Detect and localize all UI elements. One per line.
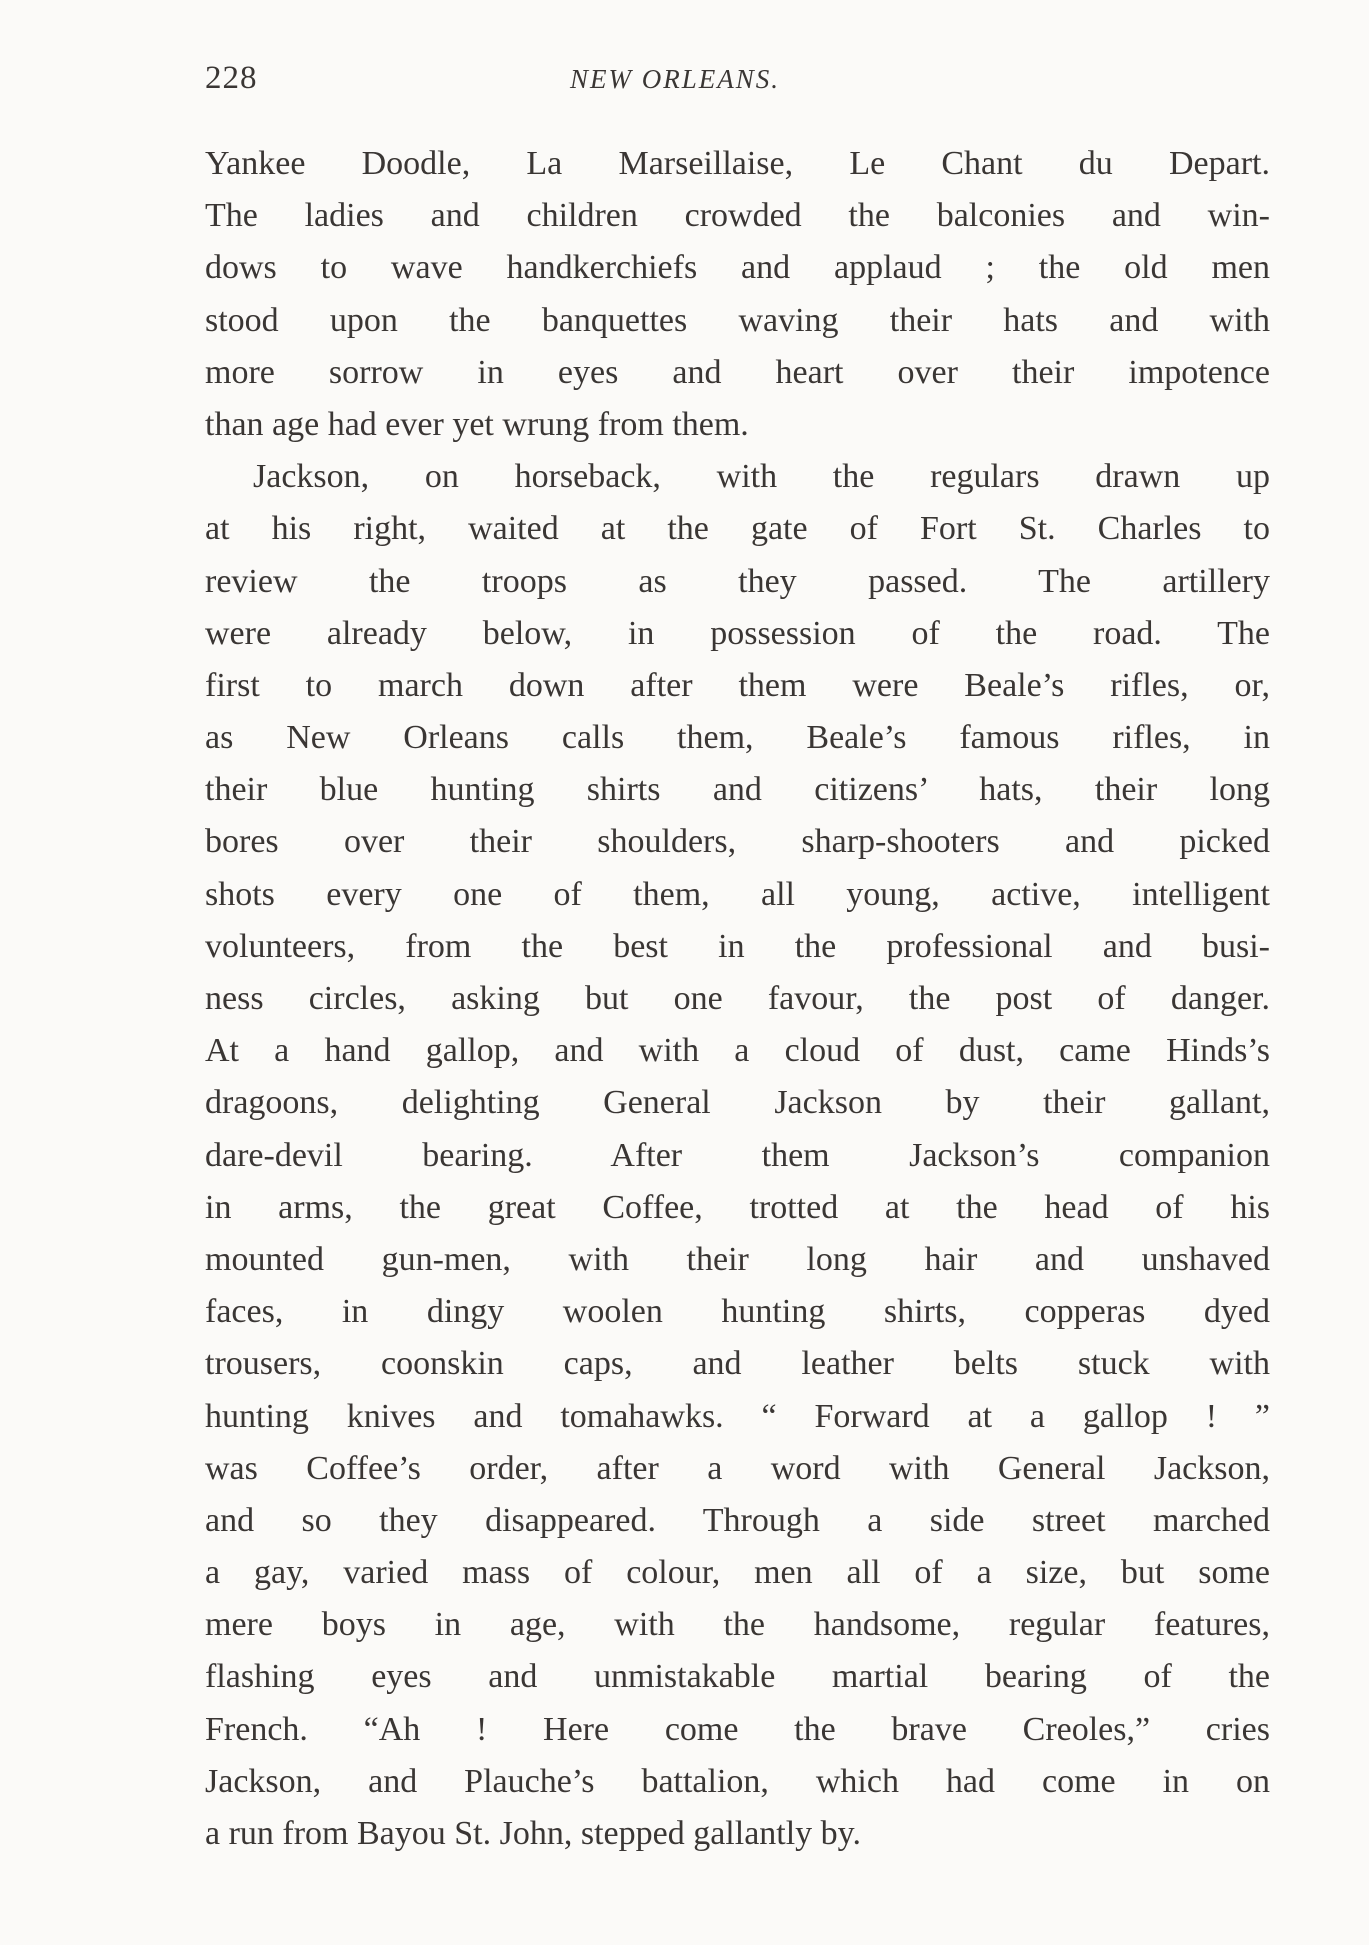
text-line: a gay, varied mass of colour, men all of a size, but some bbox=[205, 1554, 1270, 1592]
text-line: Yankee Doodle, La Marseillaise, Le Chant du Depart. bbox=[205, 145, 1270, 182]
text-line: in arms, the great Coffee, trotted at the head of his bbox=[205, 1188, 1270, 1226]
text-line: dare-devil bearing. After them Jackson’s companion bbox=[205, 1136, 1270, 1174]
body-text bbox=[205, 138, 1270, 1860]
text-line: stood upon the banquettes waving their hats and with bbox=[205, 301, 1270, 339]
text-line: At a hand gallop, and with a cloud of dust, came Hinds’s bbox=[205, 1032, 1270, 1070]
text-line: at his right, waited at the gate of Fort St. Charles to bbox=[205, 510, 1270, 548]
text-line: Jackson, on horseback, with the regulars drawn up bbox=[253, 458, 1270, 496]
running-title: NEW ORLEANS. bbox=[570, 64, 780, 94]
text-line: The ladies and children crowded the balconies and win- bbox=[205, 197, 1270, 235]
text-line: a run from Bayou St. John, stepped gallantly by. bbox=[205, 1815, 861, 1852]
text-line: mere boys in age, with the handsome, regular features, bbox=[205, 1606, 1270, 1644]
text-line: review the troops as they passed. The artillery bbox=[205, 562, 1270, 600]
text-line: French. “Ah ! Here come the brave Creoles,” cries bbox=[205, 1710, 1270, 1748]
text-line: mounted gun-men, with their long hair and unshaved bbox=[205, 1240, 1270, 1278]
page-number: 228 bbox=[205, 60, 258, 96]
text-line: dows to wave handkerchiefs and applaud ; the old men bbox=[205, 249, 1270, 287]
text-line: volunteers, from the best in the professional and busi- bbox=[205, 927, 1270, 965]
text-line: faces, in dingy woolen hunting shirts, copperas dyed bbox=[205, 1293, 1270, 1331]
text-line: was Coffee’s order, after a word with General Jackson, bbox=[205, 1449, 1270, 1487]
paragraph-1 bbox=[205, 138, 1270, 451]
text-line: than age had ever yet wrung from them. bbox=[205, 405, 749, 443]
text-line: dragoons, delighting General Jackson by their gallant, bbox=[205, 1084, 1270, 1122]
text-line: ness circles, asking but one favour, the post of danger. bbox=[205, 980, 1270, 1017]
paragraph-2 bbox=[205, 451, 1270, 1860]
text-line: flashing eyes and unmistakable martial bearing of the bbox=[205, 1658, 1270, 1696]
running-head bbox=[205, 60, 1270, 110]
text-line: their blue hunting shirts and citizens’ hats, their long bbox=[205, 771, 1270, 809]
text-line: and so they disappeared. Through a side street marched bbox=[205, 1501, 1270, 1539]
text-line: Jackson, and Plauche’s battalion, which had come in on bbox=[205, 1762, 1270, 1800]
text-line: first to march down after them were Beale’s rifles, or, bbox=[205, 666, 1270, 704]
text-line: as New Orleans calls them, Beale’s famous rifles, in bbox=[205, 719, 1270, 757]
text-line: hunting knives and tomahawks. “ Forward at a gallop ! ” bbox=[205, 1397, 1270, 1435]
text-line: more sorrow in eyes and heart over their impotence bbox=[205, 353, 1270, 391]
text-line: bores over their shoulders, sharp-shooters and picked bbox=[205, 823, 1270, 861]
text-line: shots every one of them, all young, active, intelligent bbox=[205, 875, 1270, 913]
text-line: trousers, coonskin caps, and leather belts stuck with bbox=[205, 1345, 1270, 1383]
text-line: were already below, in possession of the road. The bbox=[205, 614, 1270, 652]
